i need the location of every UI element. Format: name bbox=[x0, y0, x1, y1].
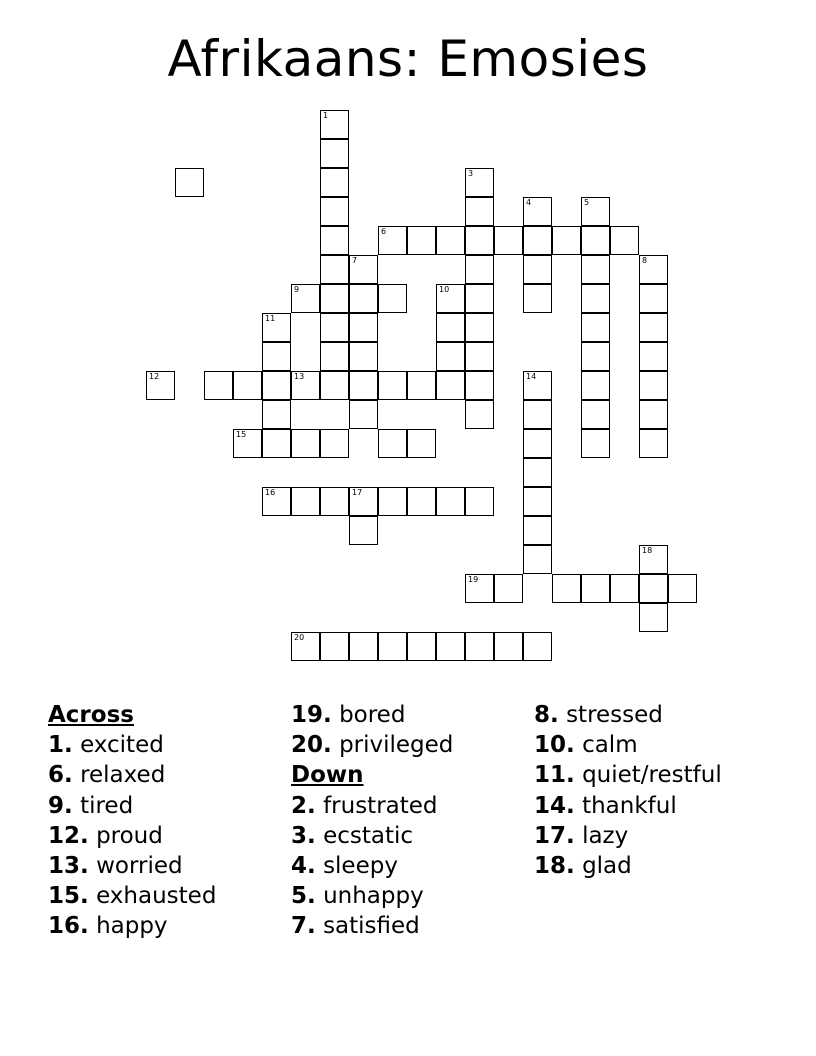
clue-column-2 bbox=[291, 700, 453, 942]
crossword-cell[interactable] bbox=[639, 284, 668, 313]
crossword-cell[interactable] bbox=[291, 632, 320, 661]
clue-text: excited bbox=[80, 732, 164, 759]
crossword-cell[interactable] bbox=[465, 197, 494, 226]
clue-number: 20. bbox=[291, 732, 332, 759]
crossword-cell[interactable] bbox=[262, 371, 291, 400]
crossword-cell[interactable] bbox=[610, 574, 639, 603]
crossword-cell[interactable] bbox=[262, 342, 291, 371]
crossword-cell[interactable] bbox=[494, 226, 523, 255]
crossword-cell[interactable] bbox=[320, 313, 349, 342]
clue-number: 8. bbox=[534, 702, 559, 728]
crossword-cell[interactable] bbox=[523, 284, 552, 313]
crossword-cell[interactable] bbox=[262, 313, 291, 342]
cell-number: 1 bbox=[323, 111, 329, 120]
cell-number: 8 bbox=[642, 256, 648, 265]
cell-number: 4 bbox=[526, 198, 532, 207]
crossword-cell[interactable] bbox=[523, 429, 552, 458]
crossword-cell[interactable] bbox=[262, 429, 291, 458]
cell-number: 16 bbox=[265, 488, 276, 497]
crossword-cell[interactable] bbox=[378, 487, 407, 516]
crossword-cell[interactable] bbox=[407, 632, 436, 661]
cell-number: 20 bbox=[294, 633, 305, 642]
clue-down-14[interactable] bbox=[534, 791, 722, 821]
crossword-cell[interactable] bbox=[436, 342, 465, 371]
crossword-cell[interactable] bbox=[581, 400, 610, 429]
cell-number: 13 bbox=[294, 372, 305, 381]
clue-number: 16. bbox=[48, 913, 89, 940]
clue-across-20[interactable] bbox=[291, 730, 453, 760]
clue-down-11[interactable] bbox=[534, 760, 722, 790]
clue-number: 5. bbox=[291, 883, 316, 910]
clue-number: 19. bbox=[291, 702, 332, 728]
clue-text: worried bbox=[96, 853, 183, 880]
crossword-cell[interactable] bbox=[407, 226, 436, 255]
crossword-cell[interactable] bbox=[581, 371, 610, 400]
clue-text: ecstatic bbox=[323, 822, 414, 849]
crossword-cell[interactable] bbox=[320, 197, 349, 226]
crossword-cell[interactable] bbox=[320, 255, 349, 284]
crossword-cell[interactable] bbox=[146, 371, 175, 400]
clue-number: 4. bbox=[291, 853, 316, 880]
crossword-cell[interactable] bbox=[581, 342, 610, 371]
crossword-cell[interactable] bbox=[465, 313, 494, 342]
crossword-cell[interactable] bbox=[465, 168, 494, 197]
crossword-cell[interactable] bbox=[639, 342, 668, 371]
crossword-cell[interactable] bbox=[465, 226, 494, 255]
clue-down-5[interactable] bbox=[291, 881, 453, 911]
crossword-cell[interactable] bbox=[639, 400, 668, 429]
clue-text: thankful bbox=[582, 792, 677, 819]
clue-number: 2. bbox=[291, 792, 316, 819]
clue-text: relaxed bbox=[80, 762, 166, 789]
crossword-cell[interactable] bbox=[465, 342, 494, 371]
crossword-cell[interactable] bbox=[494, 632, 523, 661]
crossword-cell[interactable] bbox=[639, 574, 668, 603]
cell-number: 7 bbox=[352, 256, 358, 265]
clue-down-18[interactable] bbox=[534, 851, 722, 881]
crossword-cell[interactable] bbox=[552, 574, 581, 603]
crossword-cell[interactable] bbox=[639, 371, 668, 400]
crossword-cell[interactable] bbox=[320, 632, 349, 661]
clue-down-10[interactable] bbox=[534, 730, 722, 760]
cell-number: 19 bbox=[468, 575, 479, 584]
crossword-cell[interactable] bbox=[465, 284, 494, 313]
clue-text: stressed bbox=[566, 702, 663, 728]
crossword-cell[interactable] bbox=[262, 487, 291, 516]
clue-number: 11. bbox=[534, 762, 575, 789]
clue-down-4[interactable] bbox=[291, 851, 453, 881]
clue-text: glad bbox=[582, 853, 632, 880]
crossword-cell[interactable] bbox=[465, 371, 494, 400]
clue-text: exhausted bbox=[96, 883, 217, 910]
crossword-cell[interactable] bbox=[465, 574, 494, 603]
cell-number: 6 bbox=[381, 227, 387, 236]
crossword-cell[interactable] bbox=[639, 603, 668, 632]
crossword-cell[interactable] bbox=[523, 400, 552, 429]
crossword-cell[interactable] bbox=[668, 574, 697, 603]
crossword-cell[interactable] bbox=[523, 197, 552, 226]
crossword-cell[interactable] bbox=[523, 516, 552, 545]
crossword-cell[interactable] bbox=[349, 313, 378, 342]
crossword-cell[interactable] bbox=[291, 371, 320, 400]
clue-number: 14. bbox=[534, 792, 575, 819]
crossword-cell[interactable] bbox=[436, 487, 465, 516]
cell-number: 12 bbox=[149, 372, 160, 381]
clue-number: 9. bbox=[48, 792, 73, 819]
clue-number: 3. bbox=[291, 822, 316, 849]
cell-number: 17 bbox=[352, 488, 363, 497]
crossword-cell[interactable] bbox=[204, 371, 233, 400]
crossword-cell[interactable] bbox=[291, 487, 320, 516]
cell-number: 5 bbox=[584, 198, 590, 207]
crossword-cell[interactable] bbox=[320, 342, 349, 371]
crossword-cell[interactable] bbox=[436, 313, 465, 342]
crossword-cell[interactable] bbox=[639, 313, 668, 342]
clue-column-3 bbox=[534, 700, 722, 881]
clue-across-12[interactable] bbox=[48, 821, 216, 851]
clue-number: 6. bbox=[48, 762, 73, 789]
crossword-cell[interactable] bbox=[465, 487, 494, 516]
clue-number: 7. bbox=[291, 913, 316, 940]
crossword-cell[interactable] bbox=[407, 429, 436, 458]
crossword-cell[interactable] bbox=[436, 226, 465, 255]
crossword-cell[interactable] bbox=[610, 226, 639, 255]
clue-number: 17. bbox=[534, 822, 575, 849]
crossword-cell[interactable] bbox=[581, 313, 610, 342]
crossword-cell[interactable] bbox=[523, 632, 552, 661]
crossword-cell[interactable] bbox=[465, 400, 494, 429]
clue-column-1 bbox=[48, 700, 216, 942]
clue-number: 18. bbox=[534, 853, 575, 880]
crossword-cell[interactable] bbox=[639, 429, 668, 458]
crossword-cell[interactable] bbox=[378, 284, 407, 313]
crossword-cell[interactable] bbox=[320, 226, 349, 255]
cell-number: 3 bbox=[468, 169, 474, 178]
cell-number: 15 bbox=[236, 430, 247, 439]
crossword-cell[interactable] bbox=[552, 226, 581, 255]
crossword-cell[interactable] bbox=[349, 284, 378, 313]
crossword-cell[interactable] bbox=[407, 371, 436, 400]
crossword-cell[interactable] bbox=[320, 487, 349, 516]
clue-text: tired bbox=[80, 792, 134, 819]
puzzle-title: Afrikaans: Emosies bbox=[167, 30, 649, 88]
crossword-cell[interactable] bbox=[233, 429, 262, 458]
crossword-cell[interactable] bbox=[523, 487, 552, 516]
crossword-cell[interactable] bbox=[436, 632, 465, 661]
clue-text: proud bbox=[96, 822, 163, 849]
crossword-cell[interactable] bbox=[291, 284, 320, 313]
clue-across-13[interactable] bbox=[48, 851, 216, 881]
clue-across-9[interactable] bbox=[48, 791, 216, 821]
clue-text: frustrated bbox=[323, 792, 438, 819]
clue-down-8[interactable] bbox=[534, 700, 722, 730]
crossword-cell[interactable] bbox=[581, 284, 610, 313]
clue-down-3[interactable] bbox=[291, 821, 453, 851]
crossword-cell[interactable] bbox=[378, 429, 407, 458]
crossword-cell[interactable] bbox=[639, 255, 668, 284]
crossword-cell[interactable] bbox=[291, 429, 320, 458]
crossword-cell[interactable] bbox=[378, 632, 407, 661]
cell-number: 9 bbox=[294, 285, 300, 294]
clue-down-17[interactable] bbox=[534, 821, 722, 851]
crossword-cell[interactable] bbox=[407, 487, 436, 516]
clue-text: privileged bbox=[339, 732, 454, 759]
crossword-cell[interactable] bbox=[262, 400, 291, 429]
clue-text: calm bbox=[582, 732, 638, 759]
crossword-cell[interactable] bbox=[349, 342, 378, 371]
cell-number: 10 bbox=[439, 285, 450, 294]
crossword-cell[interactable] bbox=[581, 255, 610, 284]
crossword-cell[interactable] bbox=[349, 516, 378, 545]
clue-down-2[interactable] bbox=[291, 791, 453, 821]
clue-text: sleepy bbox=[323, 853, 398, 880]
crossword-cell[interactable] bbox=[581, 574, 610, 603]
crossword-cell[interactable] bbox=[320, 371, 349, 400]
crossword-cell[interactable] bbox=[349, 487, 378, 516]
clue-text: satisfied bbox=[323, 913, 420, 940]
crossword-cell[interactable] bbox=[320, 168, 349, 197]
clue-text: quiet/restful bbox=[582, 762, 722, 789]
crossword-cell[interactable] bbox=[349, 632, 378, 661]
crossword-cell[interactable] bbox=[378, 226, 407, 255]
crossword-cell[interactable] bbox=[523, 371, 552, 400]
crossword-cell[interactable] bbox=[233, 371, 262, 400]
clue-text: unhappy bbox=[323, 883, 424, 910]
cell-number: 14 bbox=[526, 372, 537, 381]
crossword-cell[interactable] bbox=[523, 255, 552, 284]
clue-number: 13. bbox=[48, 853, 89, 880]
crossword-cell[interactable] bbox=[494, 574, 523, 603]
crossword-cell[interactable] bbox=[523, 458, 552, 487]
down-header: Down bbox=[291, 762, 364, 789]
clue-across-15[interactable] bbox=[48, 881, 216, 911]
clue-across-19[interactable] bbox=[291, 700, 453, 730]
crossword-cell[interactable] bbox=[378, 371, 407, 400]
crossword-cell[interactable] bbox=[581, 429, 610, 458]
cell-number: 11 bbox=[265, 314, 276, 323]
clue-across-16[interactable] bbox=[48, 911, 216, 941]
across-header: Across bbox=[48, 702, 134, 728]
clue-text: bored bbox=[339, 702, 406, 728]
clue-number: 15. bbox=[48, 883, 89, 910]
crossword-cell[interactable] bbox=[581, 197, 610, 226]
clue-text: lazy bbox=[582, 822, 629, 849]
crossword-cell[interactable] bbox=[349, 371, 378, 400]
crossword-cell[interactable] bbox=[320, 110, 349, 139]
clue-number: 12. bbox=[48, 822, 89, 849]
crossword-cell[interactable] bbox=[175, 168, 204, 197]
cell-number: 18 bbox=[642, 546, 653, 555]
clue-down-7[interactable] bbox=[291, 911, 453, 941]
crossword-cell[interactable] bbox=[523, 226, 552, 255]
crossword-cell[interactable] bbox=[436, 284, 465, 313]
crossword-cell[interactable] bbox=[320, 139, 349, 168]
clue-across-1[interactable] bbox=[48, 730, 216, 760]
crossword-cell[interactable] bbox=[523, 545, 552, 574]
crossword-cell[interactable] bbox=[349, 255, 378, 284]
crossword-cell[interactable] bbox=[320, 284, 349, 313]
clue-across-6[interactable] bbox=[48, 760, 216, 790]
crossword-cell[interactable] bbox=[465, 255, 494, 284]
clue-number: 10. bbox=[534, 732, 575, 759]
crossword-cell[interactable] bbox=[581, 226, 610, 255]
crossword-cell[interactable] bbox=[639, 545, 668, 574]
crossword-cell[interactable] bbox=[320, 429, 349, 458]
clue-number: 1. bbox=[48, 732, 73, 759]
crossword-cell[interactable] bbox=[349, 400, 378, 429]
crossword-cell[interactable] bbox=[465, 632, 494, 661]
crossword-cell[interactable] bbox=[436, 371, 465, 400]
clue-text: happy bbox=[96, 913, 168, 940]
